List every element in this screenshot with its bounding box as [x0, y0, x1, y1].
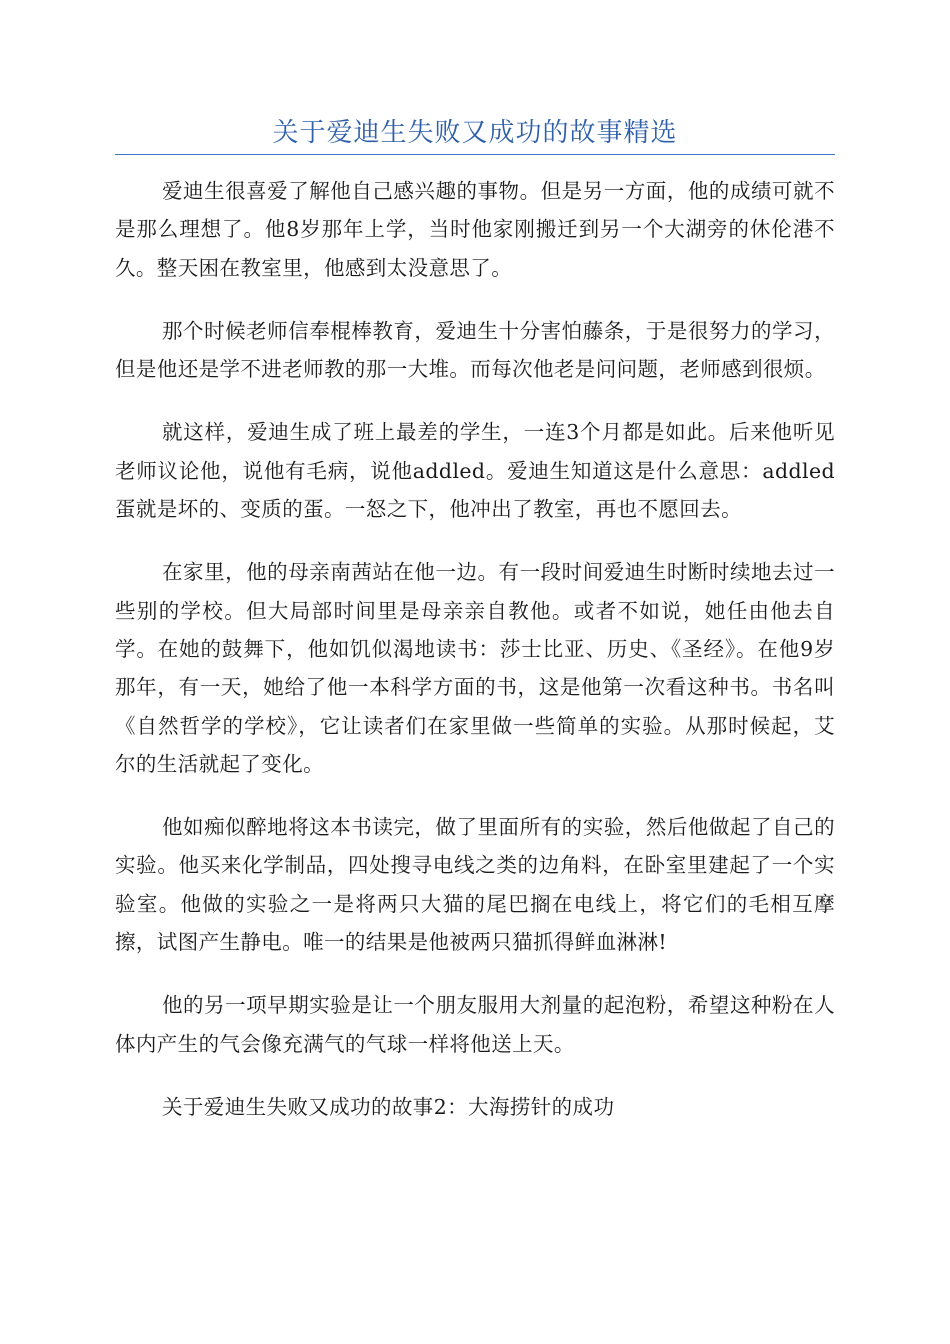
paragraph: 他如痴似醉地将这本书读完，做了里面所有的实验，然后他做起了自己的实验。他买来化学制品，四处搜寻电线之类的边角料，在卧室里建起了一个实验室。他做的实验之一是将两只大猫的尾巴搁在电线上，将它们的毛相互摩擦，试图产生静电。唯一的结果是他被两只猫抓得鲜血淋淋!: [115, 815, 835, 955]
document-title: 关于爱迪生失败又成功的故事精选: [272, 118, 678, 148]
paragraph: 那个时候老师信奉棍棒教育，爱迪生十分害怕藤条，于是很努力的学习，但是他还是学不进老师教的那一大堆。而每次他老是问问题，老师感到很烦。: [115, 318, 835, 382]
document-body: [115, 172, 835, 1151]
paragraph: 爱迪生很喜爱了解他自己感兴趣的事物。但是另一方面，他的成绩可就不是那么理想了。他8岁那年上学，当时他家刚搬迁到另一个大湖旁的休伦港不久。整天困在教室里，他感到太没意思了。: [115, 179, 835, 280]
section-heading: 关于爱迪生失败又成功的故事2：大海捞针的成功: [162, 1094, 615, 1119]
paragraph: 就这样，爱迪生成了班上最差的学生，一连3个月都是如此。后来他听见老师议论他，说他有毛病，说他addled。爱迪生知道这是什么意思：addled蛋就是坏的、变质的蛋。一怒之下，他冲出了教室，再也不愿回去。: [115, 420, 835, 522]
title-underline-divider: [115, 154, 835, 155]
paragraph: 在家里，他的母亲南茜站在他一边。有一段时间爱迪生时断时续地去过一些别的学校。但大局部时间里是母亲亲自教他。或者不如说，她任由他去自学。在她的鼓舞下，他如饥似渴地读书：莎士比亚、历史、《圣经》。在他9岁那年，有一天，她给了他一本科学方面的书，这是他第一次看这种书。书名叫《自然哲学的学校》，它让读者们在家里做一些简单的实验。从那时候起，艾尔的生活就起了变化。: [115, 560, 835, 776]
paragraph: 他的另一项早期实验是让一个朋友服用大剂量的起泡粉，希望这种粉在人体内产生的气会像充满气的气球一样将他送上天。: [115, 993, 835, 1056]
